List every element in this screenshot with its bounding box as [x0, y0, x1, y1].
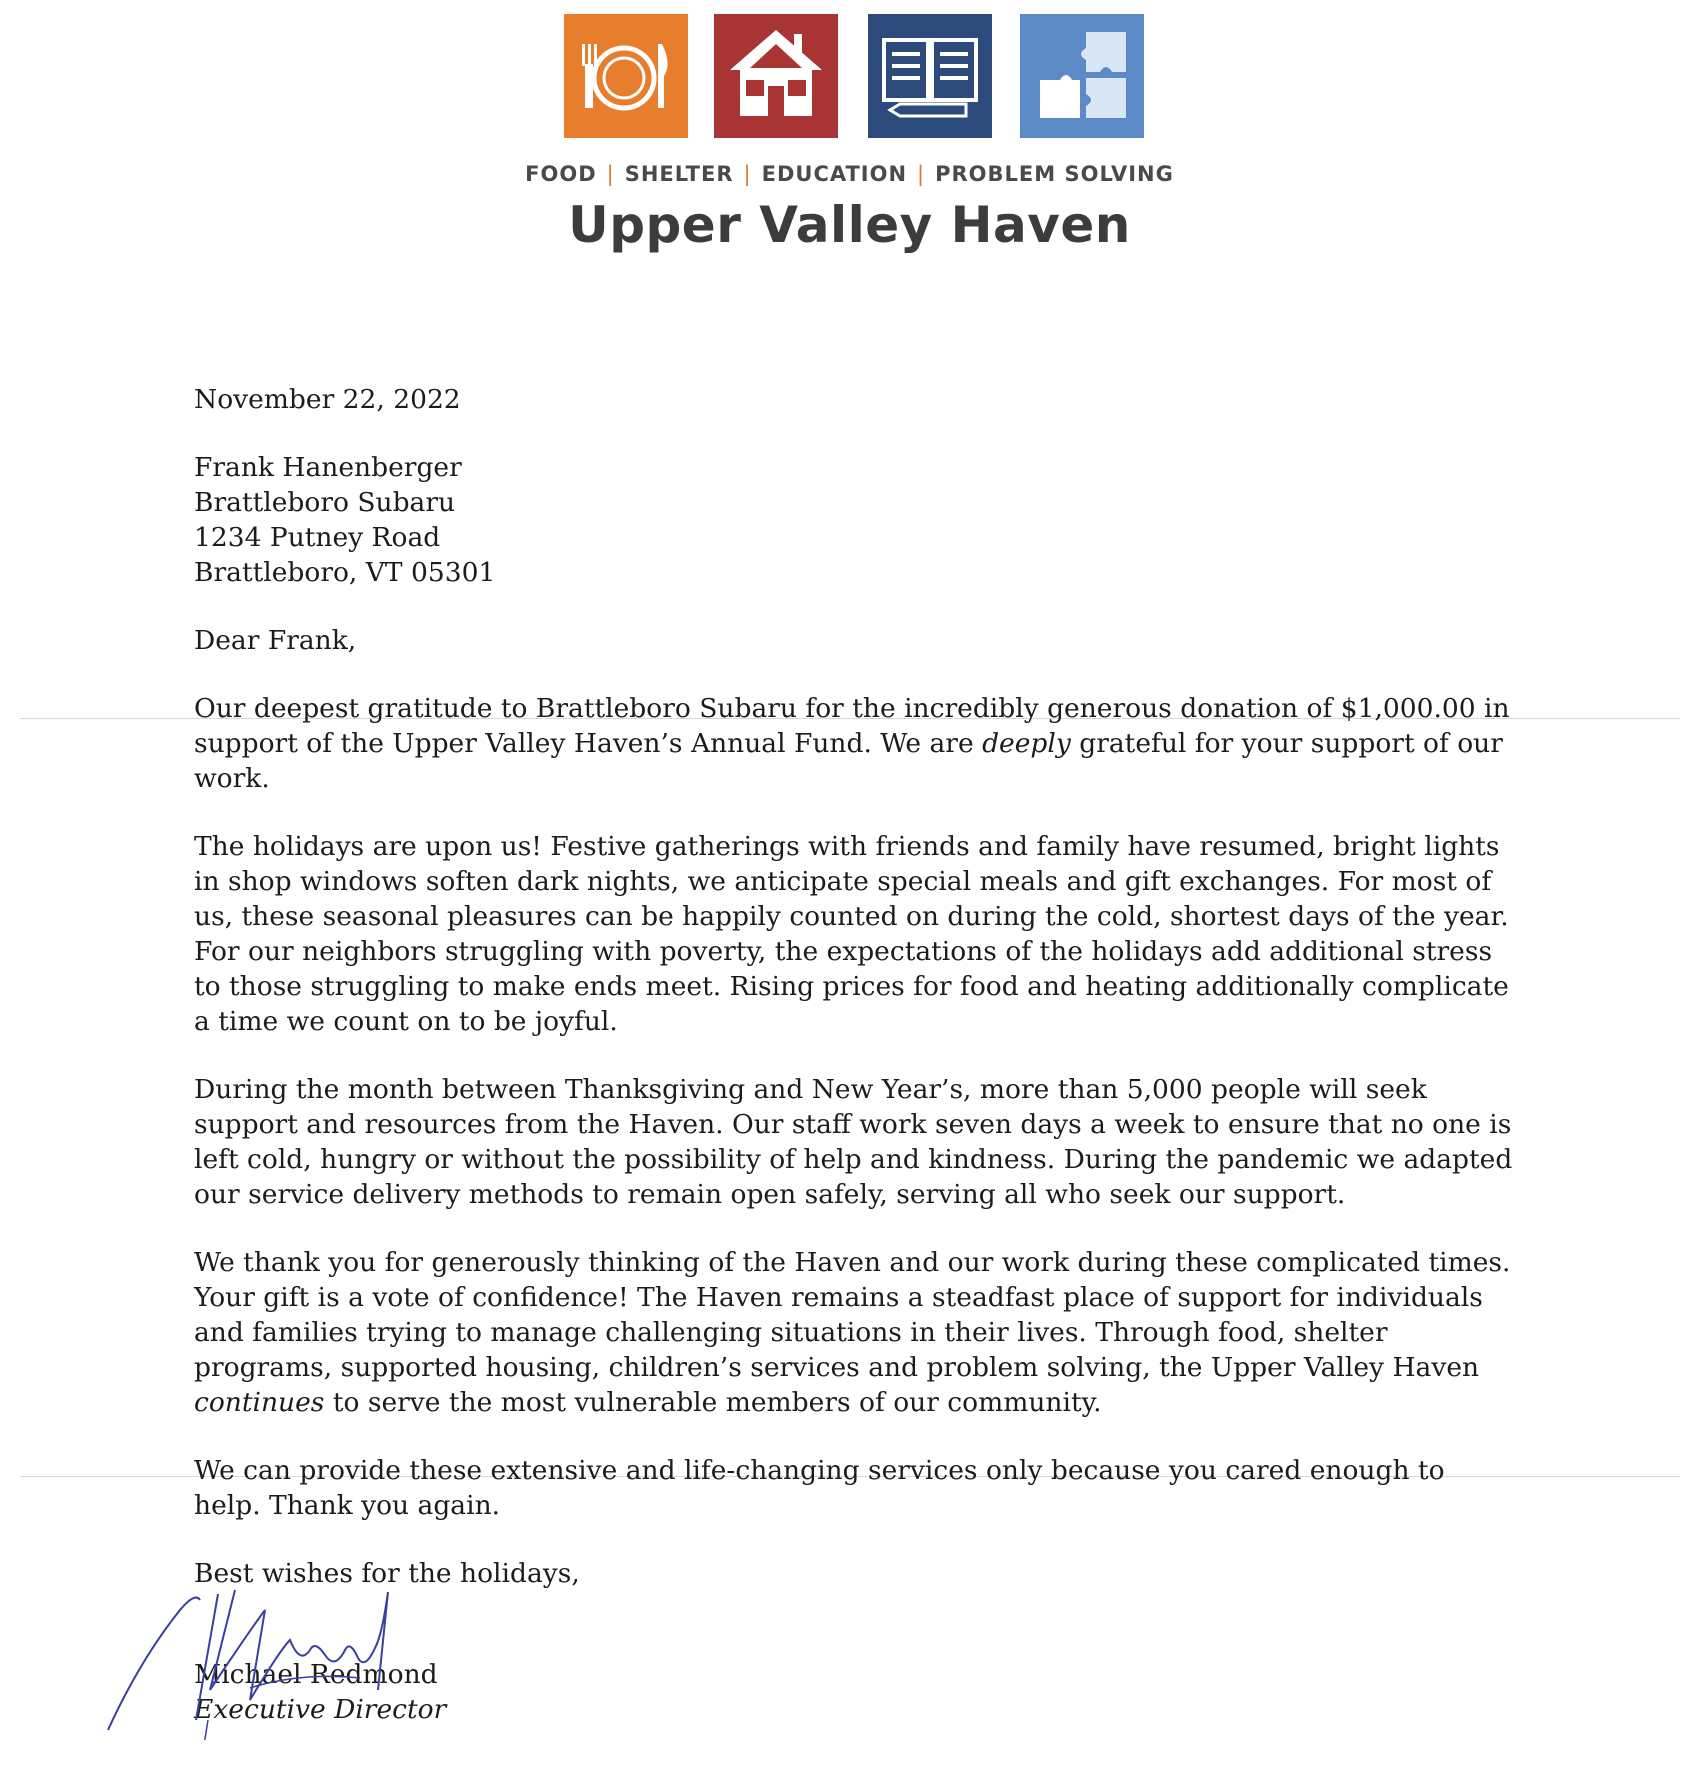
paragraph-services: [194, 1072, 1514, 1212]
paragraph-text: We thank you for generously thinking of the Haven and our work during these complicated times. Your gift is a vote of confidence! The Haven remains a steadfast place of support for individuals and families trying to manage challenging situations in their lives. Through food, shelter programs, supported housing, children’s services and problem solving, the Upper Valley Haven: [194, 1247, 1511, 1383]
tagline-shelter: SHELTER: [624, 162, 734, 186]
paragraph-text: During the month between Thanksgiving and New Year’s, more than 5,000 people will seek support and resources from the Haven. Our staff work seven days a week to ensure that no one is left cold, hungry or without the possibility of help and kindness. During the pandemic we adapted our service delivery methods to remain open safely, serving all who seek our support.: [194, 1074, 1513, 1210]
handwritten-signature: [100, 1570, 460, 1740]
paragraph-thanks: [194, 1245, 1514, 1420]
salutation: Dear Frank,: [194, 625, 357, 656]
paragraph-gratitude: [194, 691, 1514, 796]
tagline-separator: |: [743, 162, 752, 186]
letterhead-tagline: [0, 162, 1699, 186]
organization-name: Upper Valley Haven: [568, 196, 1131, 254]
paragraph-text: to serve the most vulnerable members of our community.: [324, 1387, 1102, 1418]
paragraph-text: The holidays are upon us! Festive gatherings with friends and family have resumed, bright lights in shop windows soften dark nights, we anticipate special meals and gift exchanges. For most of us, these seasonal pleasures can be happily counted on during the cold, shortest days of the year. For our neighbors struggling with poverty, the expectations of the holidays add additional stress to those struggling to make ends meet. Rising prices for food and heating additionally complicate a time we count on to be joyful.: [194, 831, 1509, 1037]
letter-body: [194, 382, 1514, 1727]
tagline-separator: |: [917, 162, 926, 186]
tagline-education: EDUCATION: [761, 162, 908, 186]
letter-date: November 22, 2022: [194, 384, 461, 415]
closing-line: Best wishes for the holidays,: [194, 1558, 580, 1589]
food-plate-icon: [564, 14, 688, 138]
tagline-problem-solving: PROBLEM SOLVING: [935, 162, 1174, 186]
shelter-house-icon: [714, 14, 838, 138]
letterhead-icons: [564, 14, 1144, 140]
paragraph-text: We can provide these extensive and life-changing services only because you cared enough to help. Thank you again.: [194, 1455, 1445, 1521]
signer-name: Michael Redmond: [194, 1659, 438, 1690]
paragraph-text: Our deepest gratitude to Brattleboro Subaru for the incredibly generous donation of $1,000.00 in support of the Upper Valley Haven’s Annual Fund. We are: [194, 693, 1510, 759]
address-line: 1234 Putney Road: [194, 522, 441, 553]
emphasis-text: continues: [194, 1387, 325, 1418]
paragraph-text: grateful for your support of our work.: [194, 728, 1503, 794]
address-line: Brattleboro, VT 05301: [194, 557, 496, 588]
tagline-food: FOOD: [525, 162, 597, 186]
emphasis-text: deeply: [982, 728, 1071, 759]
problem-solving-puzzle-icon: [1020, 14, 1144, 138]
paragraph-holidays: [194, 829, 1514, 1039]
address-line: Frank Hanenberger: [194, 452, 462, 483]
signer-title: Executive Director: [194, 1694, 447, 1725]
address-line: Brattleboro Subaru: [194, 487, 456, 518]
tagline-separator: |: [606, 162, 615, 186]
paragraph-closing-thanks: [194, 1453, 1514, 1523]
recipient-address: [194, 450, 1514, 590]
education-book-icon: [868, 14, 992, 138]
